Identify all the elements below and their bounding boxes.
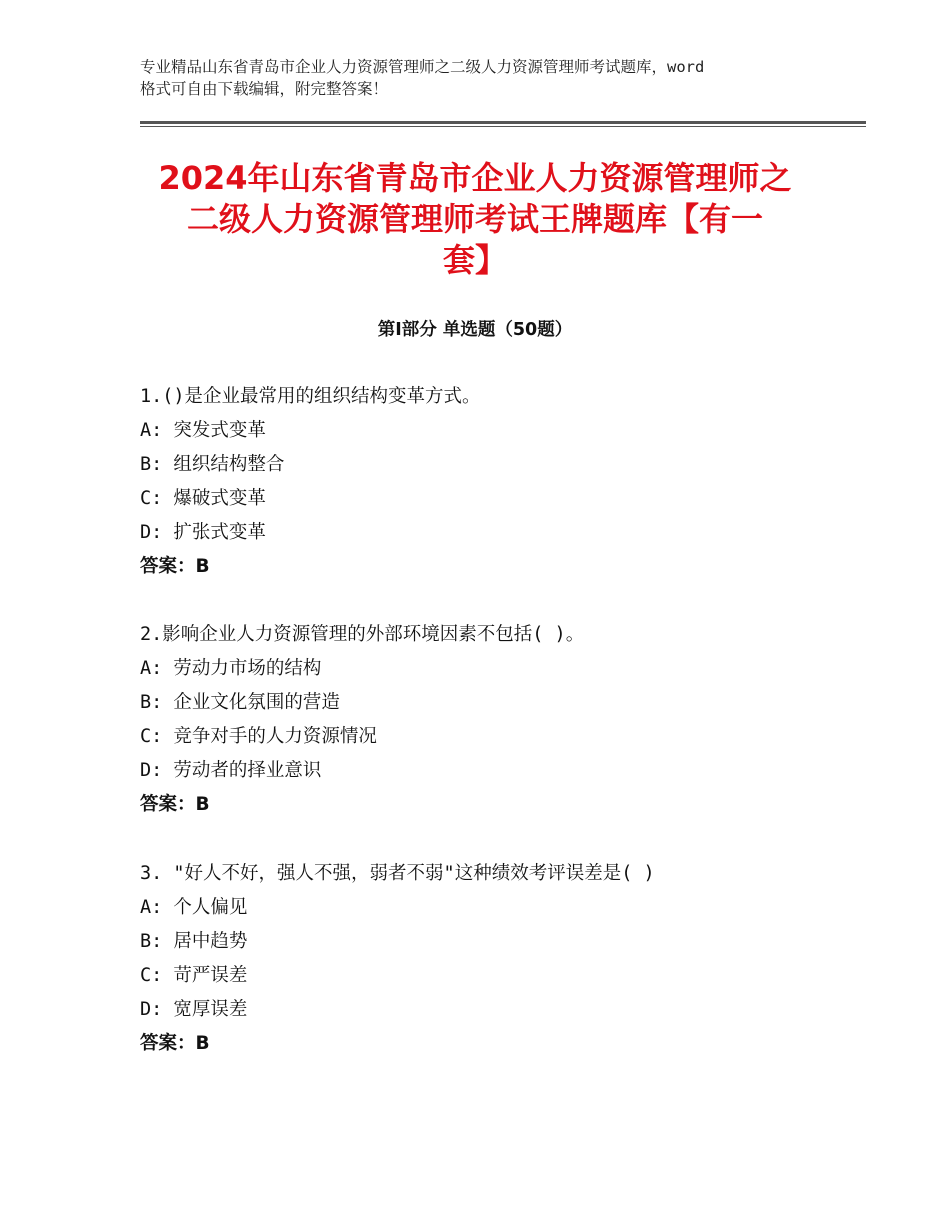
- option-d: D: 宽厚误差: [140, 999, 248, 1020]
- header-rule-thick: [140, 121, 866, 124]
- answer: 答案：B: [140, 1033, 210, 1054]
- option-c: C: 爆破式变革: [140, 488, 266, 509]
- header-rule-thin: [140, 126, 866, 127]
- answer: 答案：B: [140, 556, 210, 577]
- option-d: D: 扩张式变革: [140, 522, 266, 543]
- option-b: B: 组织结构整合: [140, 454, 285, 475]
- option-a: A: 劳动力市场的结构: [140, 658, 322, 679]
- question-stem: 2.影响企业人力资源管理的外部环境因素不包括( )。: [140, 624, 585, 645]
- question-1: [140, 380, 860, 584]
- option-b: B: 居中趋势: [140, 931, 248, 952]
- option-b: B: 企业文化氛围的营造: [140, 692, 340, 713]
- document-title-line-2: 二级人力资源管理师考试王牌题库【有一: [186, 200, 763, 238]
- header-note-line-2: 格式可自由下载编辑，附完整答案！: [140, 80, 389, 98]
- header-note: [140, 56, 830, 100]
- question-stem: 1.()是企业最常用的组织结构变革方式。: [140, 386, 481, 407]
- option-a: A: 突发式变革: [140, 420, 266, 441]
- option-c: C: 苛严误差: [140, 965, 248, 986]
- document-title-line-1: 2024年山东省青岛市企业人力资源管理师之: [158, 159, 792, 197]
- question-stem: 3. "好人不好，强人不强，弱者不弱"这种绩效考评误差是( ): [140, 863, 655, 884]
- option-a: A: 个人偏见: [140, 897, 248, 918]
- question-2: [140, 618, 860, 822]
- option-d: D: 劳动者的择业意识: [140, 760, 322, 781]
- option-c: C: 竞争对手的人力资源情况: [140, 726, 377, 747]
- document-title: [120, 158, 830, 281]
- header-note-line-1: 专业精品山东省青岛市企业人力资源管理师之二级人力资源管理师考试题库，word: [140, 58, 705, 76]
- question-3: [140, 857, 860, 1061]
- document-title-line-3: 套】: [442, 241, 507, 279]
- answer: 答案：B: [140, 794, 210, 815]
- section-heading: 第Ⅰ部分 单选题（50题）: [377, 320, 573, 340]
